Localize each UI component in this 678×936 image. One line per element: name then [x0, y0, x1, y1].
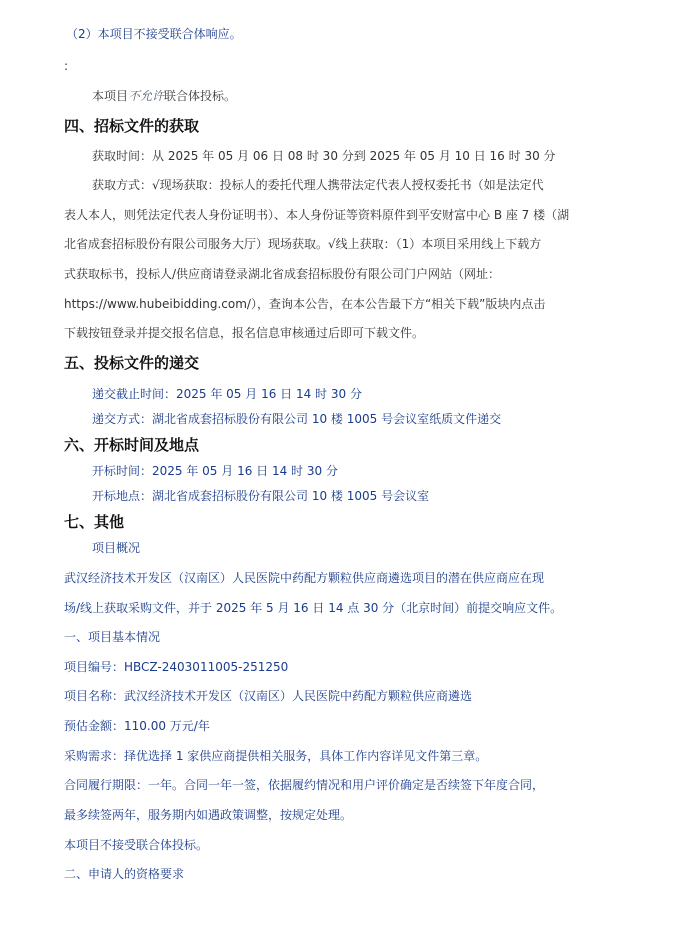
- text-part: 联合体投标。: [164, 89, 237, 103]
- line-project-number: 项目编号：HBCZ-2403011005-251250: [64, 660, 289, 674]
- line-overview-1: 武汉经济技术开发区（汉南区）人民医院中药配方颗粒供应商遴选项目的潜在供应商应在现: [64, 571, 545, 585]
- heading-other: 七、其他: [64, 513, 125, 531]
- line-consortium-bid: [92, 88, 236, 104]
- line-submission-deadline: 递交截止时间：2025 年 05 月 16 日 14 时 30 分: [92, 387, 362, 401]
- line-consortium-response: （2）本项目不接受联合体响应。: [66, 27, 242, 41]
- line-download: 下载按钮登录并提交报名信息，报名信息审核通过后即可下载文件。: [64, 326, 425, 340]
- heading-obtain-documents: 四、招标文件的获取: [64, 117, 200, 135]
- line-opening-place: 开标地点：湖北省成套招标股份有限公司 10 楼 1005 号会议室: [92, 489, 430, 503]
- heading-opening: 六、开标时间及地点: [64, 436, 200, 454]
- line-obtain-method-2: 表人本人，则凭法定代表人身份证明书）、本人身份证等资料原件到平安财富中心 B 座 7 楼（湖: [64, 208, 570, 222]
- line-estimated-amount: 预估金额：110.00 万元/年: [64, 719, 210, 733]
- line-contract-term-2: 最多续签两年，服务期内如遇政策调整，按规定处理。: [64, 808, 353, 822]
- line-project-overview: 项目概况: [92, 541, 141, 555]
- line-basic-info: 一、项目基本情况: [64, 630, 161, 644]
- line-no-consortium: 本项目不接受联合体投标。: [64, 838, 209, 852]
- line-obtain-method-3: 北省成套招标股份有限公司服务大厅）现场获取。√线上获取：（1）本项目采用线上下载方: [64, 237, 542, 251]
- line-obtain-method: 获取方式：√现场获取：投标人的委托代理人携带法定代表人授权委托书（如是法定代: [92, 178, 544, 192]
- text-part: 本项目: [92, 89, 129, 103]
- line-overview-2: 场/线上获取采购文件，并于 2025 年 5 月 16 日 14 点 30 分（北京时间）前提交响应文件。: [64, 601, 563, 615]
- line-obtain-method-4: 式获取标书，投标人/供应商请登录湖北省成套招标股份有限公司门户网站（网址：: [64, 267, 501, 281]
- line-qualifications: 二、申请人的资格要求: [64, 867, 185, 881]
- line-obtain-time: 获取时间：从 2025 年 05 月 06 日 08 时 30 分到 2025 年 05 月 10 日 16 时 30 分: [92, 149, 556, 163]
- line-colon: :: [64, 59, 69, 73]
- emphasis-not-allowed: 不允许: [128, 89, 165, 103]
- line-contract-term: 合同履行期限：一年。合同一年一签，依据履约情况和用户评价确定是否续签下年度合同，: [64, 778, 545, 792]
- line-opening-time: 开标时间：2025 年 05 月 16 日 14 时 30 分: [92, 464, 338, 478]
- heading-submission: 五、投标文件的递交: [64, 354, 200, 372]
- line-website: https://www.hubeibidding.com/），查询本公告，在本公告最下方“相关下载”版块内点击: [64, 297, 546, 311]
- line-requirements: 采购需求：择优选择 1 家供应商提供相关服务，具体工作内容详见文件第三章。: [64, 749, 488, 763]
- line-submission-method: 递交方式：湖北省成套招标股份有限公司 10 楼 1005 号会议室纸质文件递交: [92, 412, 502, 426]
- line-project-name: 项目名称：武汉经济技术开发区（汉南区）人民医院中药配方颗粒供应商遴选: [64, 689, 473, 703]
